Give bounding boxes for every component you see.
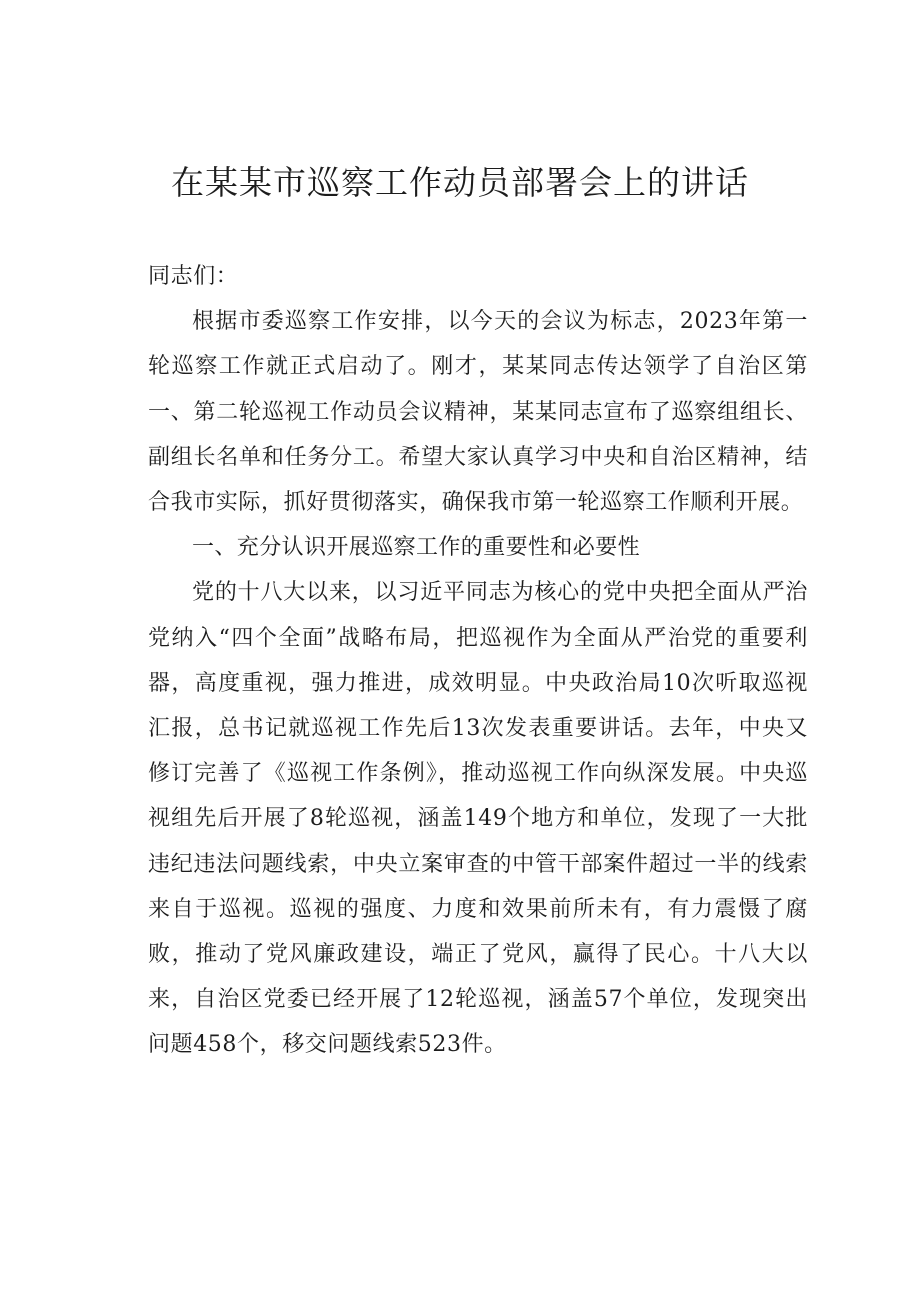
document-title: 在某某市巡察工作动员部署会上的讲话 [171,163,749,202]
document-body [148,254,808,1068]
opening-paragraph: 根据市委巡察工作安排，以今天的会议为标志，2023年第一轮巡察工作就正式启动了。刚才，某某同志传达领学了自治区第一、第二轮巡视工作动员会议精神，某某同志宣布了巡察组组长、副组长名单和任务分工。希望大家认真学习中央和自治区精神，结合我市实际，抓好贯彻落实，确保我市第一轮巡察工作顺利开展。 [148,309,808,516]
section-paragraph: 党的十八大以来，以习近平同志为核心的党中央把全面从严治党纳入“四个全面”战略布局，把巡视作为全面从严治党的重要利器，高度重视，强力推进，成效明显。中央政治局10次听取巡视汇报，总书记就巡视工作先后13次发表重要讲话。去年，中央又修订完善了《巡视工作条例》，推动巡视工作向纵深发展。中央巡视组先后开展了8轮巡视，涵盖149个地方和单位，发现了一大批违纪违法问题线索，中央立案审查的中管干部案件超过一半的线索来自于巡视。巡视的强度、力度和效果前所未有，有力震慑了腐败，推动了党风廉政建设，端正了党风，赢得了民心。十八大以来，自治区党委已经开展了12轮巡视，涵盖57个单位，发现突出问题458个，移交问题线索523件。 [148,580,808,1058]
section-heading: 一、充分认识开展巡察工作的重要性和必要性 [192,535,641,561]
salutation: 同志们： [148,264,239,289]
